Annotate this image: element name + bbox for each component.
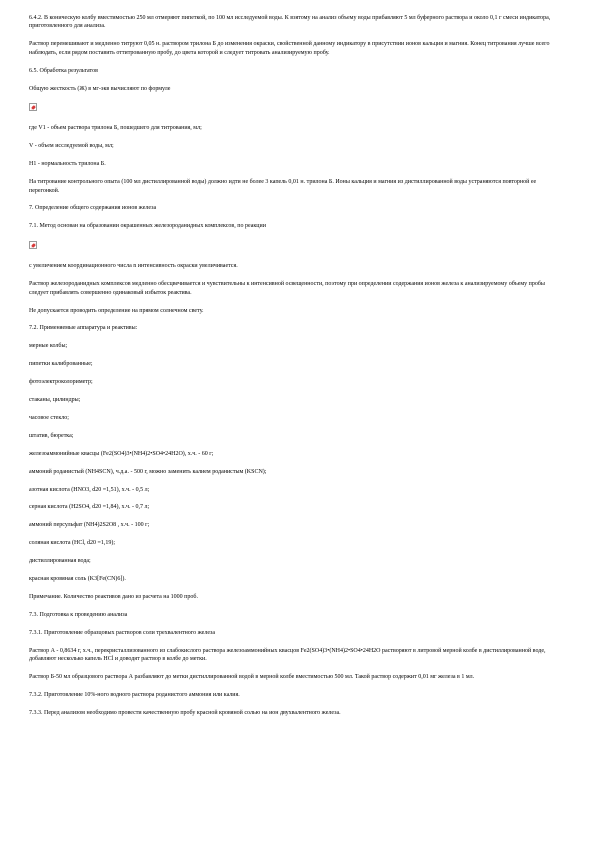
list-item-colorimeter: фотоэлектроколориметр; (29, 379, 93, 386)
paragraph-control-test: На титрование контрольного опыта (100 мл дистиллированной воды) должно идти не более 3 капель 0,01 н. трилона Б. Ионы кальция и магния из дистиллированной воды устраняются повторной ее перегонкой. (29, 179, 537, 194)
paragraph-coordination: с увеличением координационного числа n интенсивность окраски увеличивается. (29, 263, 238, 270)
document-page (29, 14, 565, 727)
list-item-distilled-water: дистиллированная вода; (29, 558, 91, 565)
paragraph-v1-definition: где V1 - объем раствора трилона Б, пошедшего для титрования, мл; (29, 125, 202, 132)
list-item-pipettes: пипетки калиброванные; (29, 361, 93, 368)
section-heading-7-3-1: 7.3.1. Приготовление образцовых растворов соли трехвалентного железа (29, 629, 216, 636)
paragraph-n1-definition: Н1 - нормальность трилона Б. (29, 161, 106, 168)
list-item-ammonium-persulfate: аммоний персульфат (NH4)2S2O8 , х.ч. - 100 г; (29, 522, 150, 529)
paragraph-formula-intro: Общую жесткость (Ж) в мг-экв вычисляют по формуле (29, 85, 171, 92)
paragraph-solution-a: Раствор А - 0,8634 г, х.ч., перекристаллизованного из слабокислого раствора железоаммонийных квасцов Fe2(SO4)3•(NH4)2•SO4•24H2O растворяют в литровой мерной колбе в дистиллированной воде, добавляют несколько капель HCl и доводят раствор в колбе до метки. (29, 647, 546, 663)
broken-formula-image-icon (29, 103, 37, 111)
section-heading-7: 7. Определение общего содержания ионов железа (29, 205, 157, 212)
list-item-volumetric-flasks: мерные колбы; (29, 343, 68, 350)
list-item-watch-glass: часовое стекло; (29, 414, 69, 421)
paragraph-sunlight: Не допускается проводить определение на прямом солнечном свету. (29, 307, 204, 314)
broken-reaction-image-icon (29, 241, 37, 249)
list-item-stand-burette: штатив, бюретка; (29, 432, 74, 439)
paragraph-6-4-2: 6.4.2. В коническую колбу вместимостью 250 мл отмеряют пипеткой, по 100 мл исследуемой воды. К взятому на анализ объему воды прибавляют 5 мл буферного раствора и около 0,1 г смеси индикатора, приготовленного для анализа. (29, 15, 551, 30)
list-item-hydrochloric-acid: соляная кислота (HCl, d20 =1,19); (29, 540, 116, 547)
paragraph-v-definition: V - объем исследуемой воды, мл; (29, 143, 114, 150)
paragraph-7-3-3: 7.3.3. Перед анализом необходимо провести качественную пробу красной кровяной солью на ион двухвалентного железа. (29, 709, 341, 716)
paragraph-titration: Раствор перемешивают и медленно титруют 0,05 н. раствором трилона Б до изменения окраски, свойственной данному индикатору в присутствии ионов кальция и магния. Конец титрования лучше всего наблюдать, если рядом поставить оттитрованную пробу, до цвета которой и следует титровать анализируемую пробу. (29, 41, 550, 56)
list-item-beakers: стаканы, цилиндры; (29, 397, 81, 404)
paragraph-discoloration: Раствор железороданидных комплексов медленно обесцвечивается и чувствительны к интенсивной освещенности, поэтому при определении содержания ионов железа к анализируемому объему пробы следует прибавлять совершенно одинаковый избыток реактива. (29, 281, 545, 296)
paragraph-7-1: 7.1. Метод основан на образовании окрашенных железороданидных комплексов, по реакции (29, 223, 266, 230)
list-item-nitric-acid: азотная кислота (HNO3, d20 =1,51), х.ч. - 0,5 л; (29, 486, 150, 493)
paragraph-note: Примечание. Количество реактивов дано из расчета на 1000 проб. (29, 594, 198, 600)
paragraph-solution-b: Раствор Б-50 мл образцового раствора А разбавляют до метки дистиллированной водой в мерной колбе вместимостью 500 мл. Такой раствор содержит 0,01 мг железа в 1 мл. (29, 674, 475, 681)
section-heading-7-3: 7.3. Подготовка к проведению анализа (29, 611, 128, 618)
list-item-sulfuric-acid: серная кислота (H2SO4, d20 =1,84), х.ч. - 0,7 л; (29, 504, 150, 511)
list-item-iron-alum: железоаммонийные квасцы (Fe2(SO4)3•(NH4)2•SO4•24H2O), х.ч. - 60 г; (29, 450, 214, 457)
section-heading-6-5: 6.5. Обработка результатов (29, 67, 98, 74)
section-heading-7-2: 7.2. Применяемые аппаратура и реактивы: (29, 325, 138, 332)
paragraph-7-3-2: 7.3.2. Приготовление 10%-ного водного раствора роданистого аммония или калия. (29, 691, 240, 698)
list-item-red-prussiate: красная кровяная соль (K3[Fe(CN)6]). (29, 576, 126, 583)
list-item-ammonium-thiocyanate: аммоний роданистый (NH4SCN), ч.д.а. - 500 г, можно заменить калием роданистым (KSCN); (29, 468, 267, 475)
